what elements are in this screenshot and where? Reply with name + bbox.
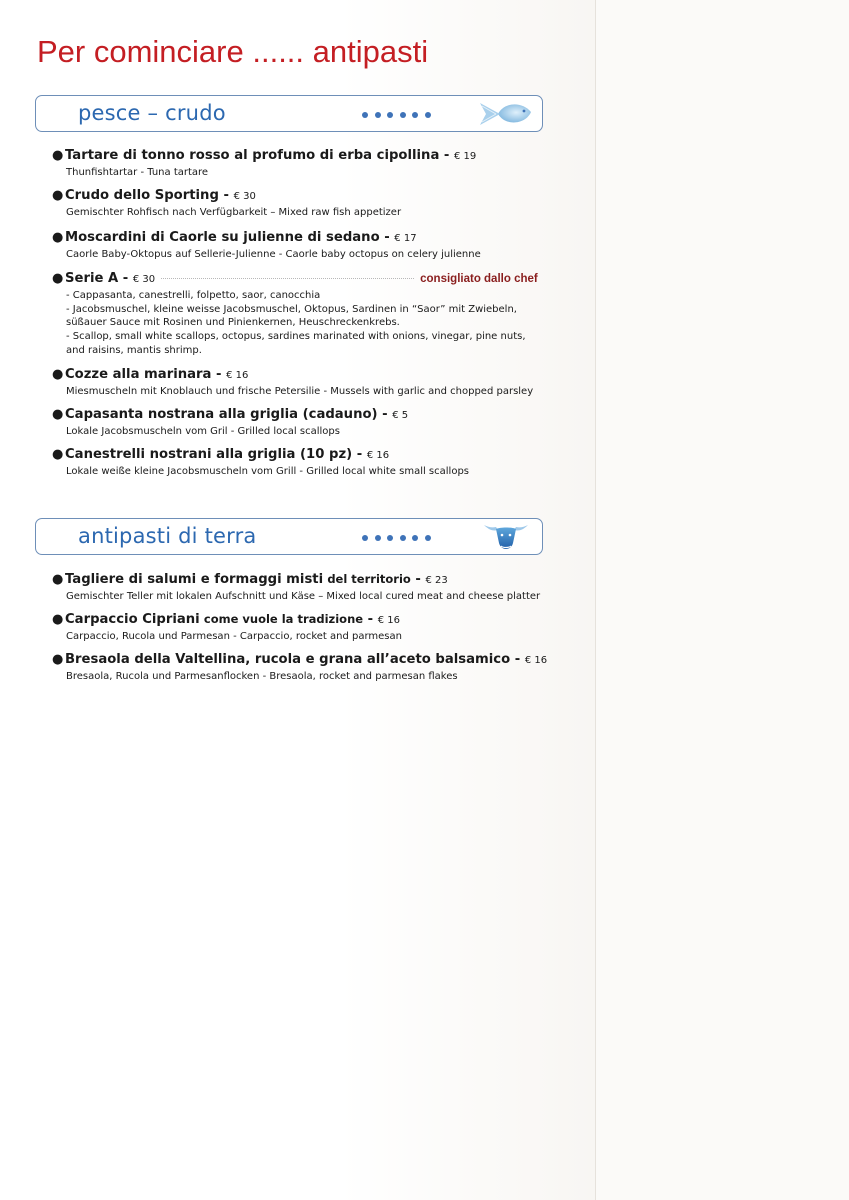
menu-item: ● Crudo dello Sporting - € 30 Gemischter Rohfisch nach Verfügbarkeit – Mixed raw fish appetizer [52, 187, 572, 220]
item-name: Cozze alla marinara [65, 367, 212, 382]
page-title: Per cominciare ...... antipasti [37, 34, 429, 69]
item-name: Tagliere di salumi e formaggi misti [65, 572, 324, 587]
item-description: Caorle Baby-Oktopus auf Sellerie-Julienne - Caorle baby octopus on celery julienne [66, 249, 481, 260]
item-price: € 30 [233, 191, 256, 202]
item-name: Tartare di tonno rosso al profumo di erba cipollina [65, 148, 440, 163]
menu-item: ● Carpaccio Cipriani come vuole la tradizione - € 16 Carpaccio, Rucola und Parmesan - Carpaccio, rocket and parmesan [52, 610, 572, 644]
menu-item: ● Capasanta nostrana alla griglia (cadauno) - € 5 Lokale Jacobsmuscheln vom Gril - Grilled local scallops [52, 406, 572, 439]
section-header-pesce-crudo [35, 95, 543, 132]
item-description: Bresaola, Rucola und Parmesanflocken - Bresaola, rocket and parmesan flakes [66, 671, 458, 682]
item-price: € 23 [425, 575, 448, 586]
item-name: Carpaccio Cipriani [65, 612, 200, 627]
chef-recommendation: consigliato dallo chef [420, 273, 538, 285]
item-price: € 16 [366, 450, 390, 461]
item-description: Lokale weiße kleine Jacobsmuscheln vom Grill - Grilled local white small scallops [66, 466, 469, 477]
menu-item: ● Moscardini di Caorle su julienne di sedano - € 17 Caorle Baby-Oktopus auf Sellerie-Julienne - Caorle baby octopus on celery julienne [52, 229, 572, 262]
item-description: Thunfishtartar - Tuna tartare [66, 167, 209, 178]
item-description-line: - Scallop, small white scallops, octopus, sardines marinated with onions, vinegar, pine nuts, [66, 331, 526, 343]
item-price: € 16 [377, 615, 400, 626]
menu-item: ● Tartare di tonno rosso al profumo di erba cipollina - € 19 Thunfishtartar - Tuna tartare [52, 147, 572, 180]
item-name-suffix: del territorio [327, 572, 411, 586]
item-price: € 30 [132, 274, 156, 285]
item-description: Miesmuscheln mit Knoblauch und frische Petersilie - Mussels with garlic and chopped parsley [66, 386, 534, 397]
item-price: € 17 [394, 233, 417, 244]
menu-item: ● Tagliere di salumi e formaggi misti del territorio - € 23 Gemischter Teller mit lokalen Aufschnitt und Käse – Mixed local cured meat and cheese platter [52, 570, 572, 604]
item-description-line: - Jacobsmuschel, kleine weisse Jacobsmuschel, Oktopus, Sardinen in “Saor” mit Zwiebeln, [66, 303, 517, 315]
section-header-antipasti-di-terra [35, 518, 543, 555]
item-description: Carpaccio, Rucola und Parmesan - Carpaccio, rocket and parmesan [66, 631, 402, 642]
item-description: Lokale Jacobsmuscheln vom Gril - Grilled local scallops [66, 426, 340, 437]
page-edge-panel [595, 0, 849, 1200]
item-description-line: and raisins, mantis shrimp. [66, 344, 202, 356]
section-heading: antipasti di terra [78, 524, 257, 548]
bull-head-icon [482, 521, 530, 555]
item-name-suffix: come vuole la tradizione [203, 612, 364, 626]
menu-item: ● Cozze alla marinara - € 16 Miesmuscheln mit Knoblauch und frische Petersilie - Mussels with garlic and chopped parsley [52, 366, 572, 399]
item-name: Capasanta nostrana alla griglia (cadauno) [65, 407, 378, 422]
item-name: Moscardini di Caorle su julienne di sedano [65, 230, 380, 245]
decorative-dots [362, 112, 431, 118]
fish-icon [476, 98, 534, 130]
item-price: € 5 [392, 410, 409, 421]
item-name: Canestrelli nostrani alla griglia (10 pz) [65, 447, 353, 462]
menu-item: ● Canestrelli nostrani alla griglia (10 pz) - € 16 Lokale weiße kleine Jacobsmuscheln vom Grill - Grilled local white small scallops [52, 446, 572, 479]
item-description: Gemischter Rohfisch nach Verfügbarkeit – Mixed raw fish appetizer [66, 207, 402, 218]
item-name: Bresaola della Valtellina, rucola e grana all’aceto balsamico [65, 652, 511, 667]
item-description-line: - Cappasanta, canestrelli, folpetto, saor, canocchia [66, 290, 321, 301]
item-description-line: süßauer Sauce mit Rosinen und Pinienkernen, Heuschreckenkrebs. [66, 317, 400, 329]
section-heading: pesce – crudo [78, 101, 226, 125]
dotted-leader [161, 277, 414, 279]
decorative-dots [362, 535, 431, 541]
item-description: Gemischter Teller mit lokalen Aufschnitt und Käse – Mixed local cured meat and cheese platter [66, 591, 541, 602]
menu-item: ● Bresaola della Valtellina, rucola e grana all’aceto balsamico - € 16 Bresaola, Rucola und Parmesanflocken - Bresaola, rocket and parmesan flakes [52, 651, 572, 684]
menu-item-serie-a: ● Serie A - € 30 consigliato dallo chef - Cappasanta, canestrelli, folpetto, saor, canocchia - Jacobsmuschel, kleine weisse Jacobsmuschel, Oktopus, Sardinen in “Saor” mit Zwiebeln, süßauer Sauce mit Rosinen und Pinienkernen, Heuschreckenkrebs. - Scallop, small white scallops, octopus, sardines marinated with onions, vinegar, pine nuts, and raisins, mantis shrimp. [52, 270, 572, 358]
item-name: Crudo dello Sporting [65, 188, 219, 203]
item-price: € 16 [524, 655, 548, 666]
item-name: Serie A [65, 271, 119, 286]
item-price: € 19 [454, 151, 477, 162]
item-price: € 16 [226, 370, 249, 381]
